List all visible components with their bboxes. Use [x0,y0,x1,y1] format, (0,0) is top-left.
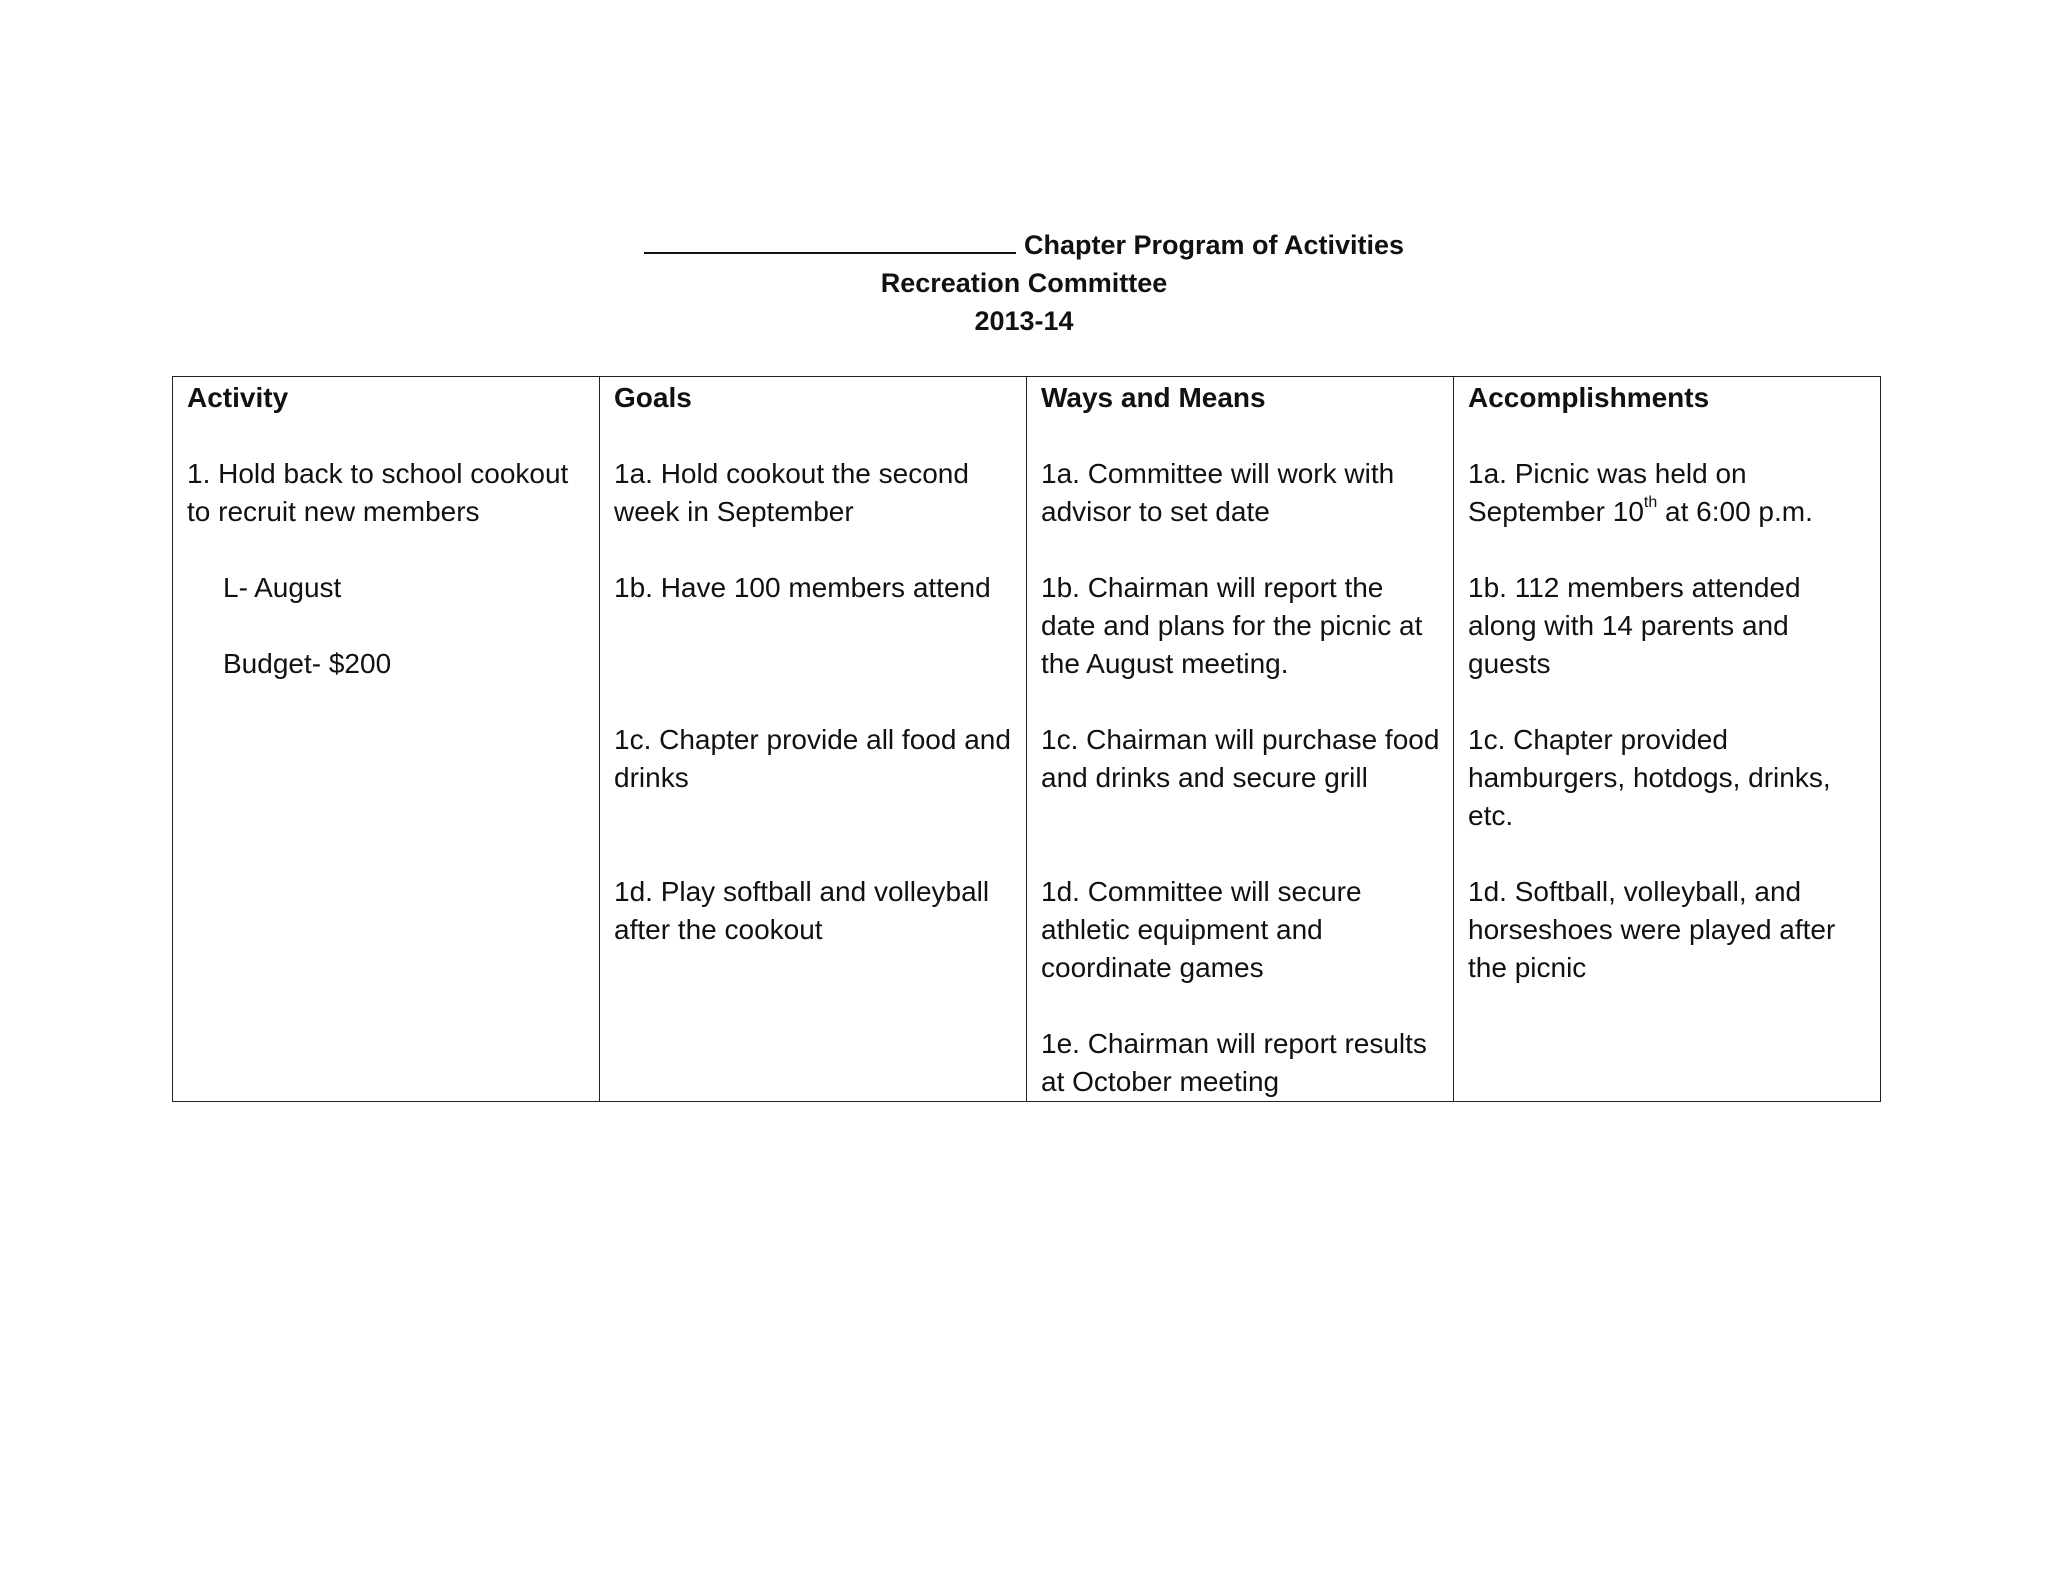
document-header [0,226,2048,340]
accomplishment-1d: 1d. Softball, volleyball, and horseshoes were played after the picnic [1468,876,1836,983]
activity-budget: Budget- $200 [223,648,392,679]
accomplishment-1c: 1c. Chapter provided hamburgers, hotdogs, drinks, etc. [1468,724,1831,831]
way-1d: 1d. Committee will secure athletic equipment and coordinate games [1041,876,1362,983]
way-1a: 1a. Committee will work with advisor to set date [1041,458,1395,527]
way-1b: 1b. Chairman will report the date and plans for the picnic at the August meeting. [1041,572,1423,679]
table-row [173,417,1881,1102]
accomplishment-1a: 1a. Picnic was held on September 10th at 6:00 p.m. [1468,458,1813,527]
column-header-accomplishments: Accomplishments [1454,377,1881,418]
activity-item: 1. Hold back to school cookout to recruit new members [187,458,569,527]
goal-1c: 1c. Chapter provide all food and drinks [614,724,1011,793]
activity-leader: L- August [223,572,342,603]
committee-name: Recreation Committee [880,268,1168,298]
ways-and-means-cell [1027,417,1454,1102]
column-header-goals: Goals [600,377,1027,418]
program-year: 2013-14 [974,306,1074,336]
goal-1d: 1d. Play softball and volleyball after the cookout [614,876,990,945]
ordinal-suffix: th [1643,494,1658,511]
goal-1a: 1a. Hold cookout the second week in September [614,458,969,527]
title-line [0,226,2048,264]
way-1e: 1e. Chairman will report results at October meeting [1041,1028,1427,1097]
table-header-row [173,377,1881,418]
chapter-name-blank [644,226,1016,254]
accomplishment-1b: 1b. 112 members attended along with 14 parents and guests [1468,572,1801,679]
column-header-ways-and-means: Ways and Means [1027,377,1454,418]
activity-cell [173,417,600,1102]
accomplishments-cell [1454,417,1881,1102]
page-title: Chapter Program of Activities [1023,230,1405,260]
activities-table [172,376,1881,1102]
way-1c: 1c. Chairman will purchase food and drinks and secure grill [1041,724,1440,793]
column-header-activity: Activity [173,377,600,418]
goal-1b: 1b. Have 100 members attend [614,572,991,603]
goals-cell [600,417,1027,1102]
